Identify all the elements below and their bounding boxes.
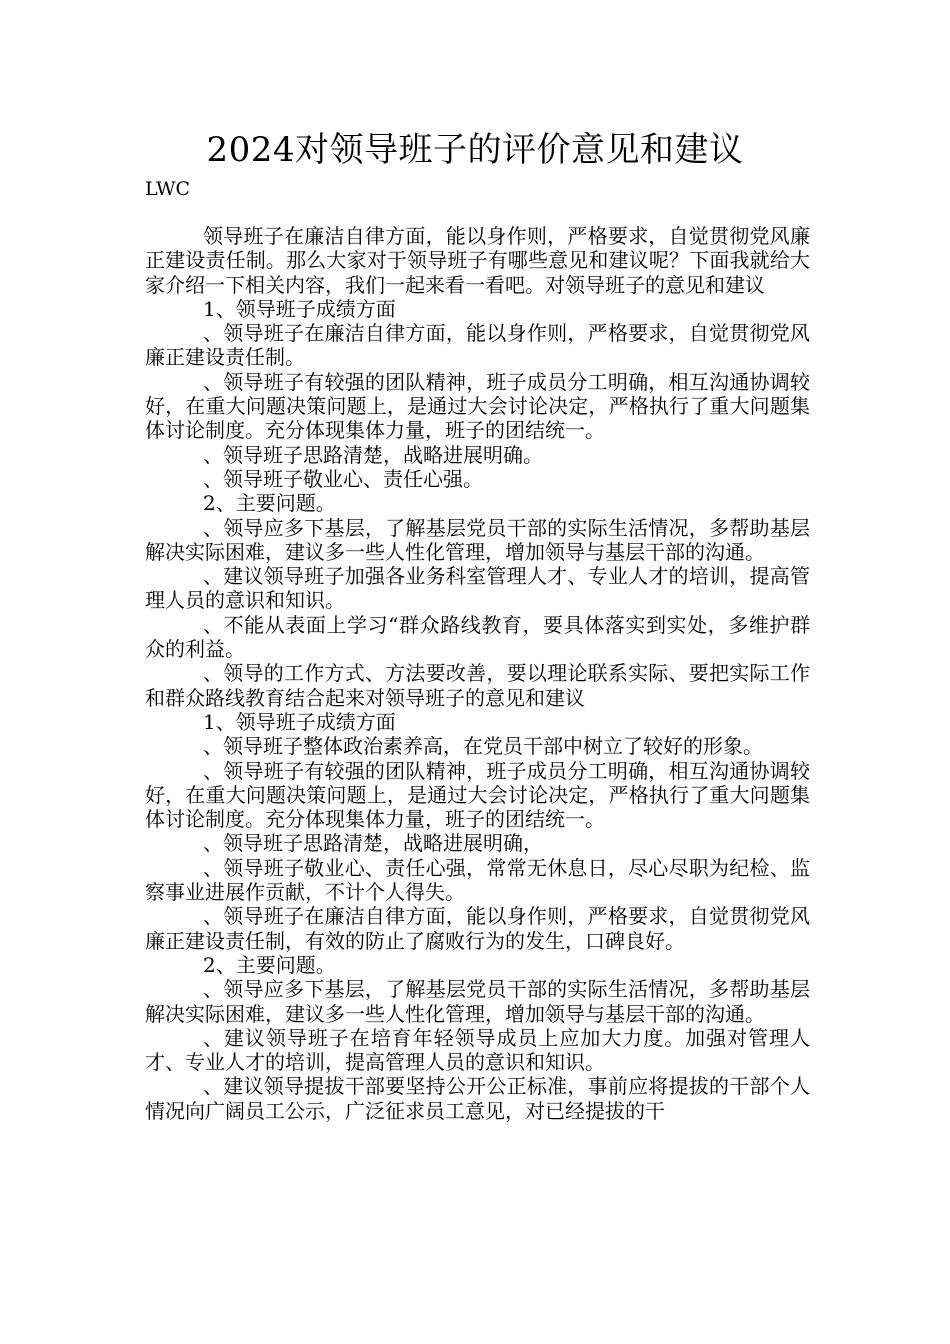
document-body [145,224,810,1123]
paragraph: 、领导应多下基层，了解基层党员干部的实际生活情况，多帮助基层解决实际困难，建议多一些人性化管理，增加领导与基层干部的沟通。 [145,977,810,1026]
paragraph: 、领导班子整体政治素养高，在党员干部中树立了较好的形象。 [203,734,763,759]
paragraph: 、领导的工作方式、方法要改善，要以理论联系实际、要把实际工作和群众路线教育结合起来对领导班子的意见和建议 [145,661,810,710]
paragraph: 、建议领导提拔干部要坚持公开公正标准，事前应将提拔的干部个人情况向广阔员工公示，广泛征求员工意见，对已经提拔的干 [145,1074,810,1123]
paragraph: 、建议领导班子在培育年轻领导成员上应加大力度。加强对管理人才、专业人才的培训，提高管理人员的意识和知识。 [145,1025,810,1075]
paragraph: 、领导班子在廉洁自律方面，能以身作则，严格要求，自觉贯彻党风廉正建设责任制。 [145,321,810,370]
paragraph: 、领导班子敬业心、责任心强。 [203,466,483,491]
paragraph: 、领导应多下基层，了解基层党员干部的实际生活情况，多帮助基层解决实际困难，建议多一些人性化管理，增加领导与基层干部的沟通。 [145,515,810,564]
paragraph: 、领导班子有较强的团队精神，班子成员分工明确，相互沟通协调较好，在重大问题决策问题上，是通过大会讨论决定，严格执行了重大问题集体讨论制度。充分体现集体力量，班子的团结统一。 [145,758,810,832]
paragraph: 、领导班子思路清楚，战略进展明确。 [203,442,543,467]
paragraph: 、领导班子有较强的团队精神，班子成员分工明确，相互沟通协调较好，在重大问题决策问题上，是通过大会讨论决定，严格执行了重大问题集体讨论制度。充分体现集体力量，班子的团结统一。 [145,369,810,443]
paragraph: 、领导班子敬业心、责任心强，常常无休息日，尽心尽职为纪检、监察事业进展作贡献，不计个人得失。 [145,855,810,905]
section-heading: 1、领导班子成绩方面 [203,709,396,734]
paragraph: 领导班子在廉洁自律方面，能以身作则，严格要求，自觉贯彻党风廉正建设责任制。那么大家对于领导班子有哪些意见和建议呢？下面我就给大家介绍一下相关内容，我们一起来看一看吧。对领导班子的意见和建议 [145,224,810,297]
section-heading: 2、主要问题。 [203,952,336,977]
document-author: LWC [145,178,191,200]
paragraph: 、建议领导班子加强各业务科室管理人才、专业人才的培训，提高管理人员的意识和知识。 [145,564,810,613]
document-title: 2024对领导班子的评价意见和建议 [206,130,744,170]
section-heading: 1、领导班子成绩方面 [203,296,396,321]
paragraph: 、领导班子在廉洁自律方面，能以身作则，严格要求，自觉贯彻党风廉正建设责任制，有效的防止了腐败行为的发生，口碑良好。 [145,904,810,953]
paragraph: 、不能从表面上学习“群众路线教育，要具体落实到实处，多维护群众的利益。 [145,612,810,662]
section-heading: 2、主要问题。 [203,491,336,516]
paragraph: 、领导班子思路清楚，战略进展明确， [203,831,543,856]
